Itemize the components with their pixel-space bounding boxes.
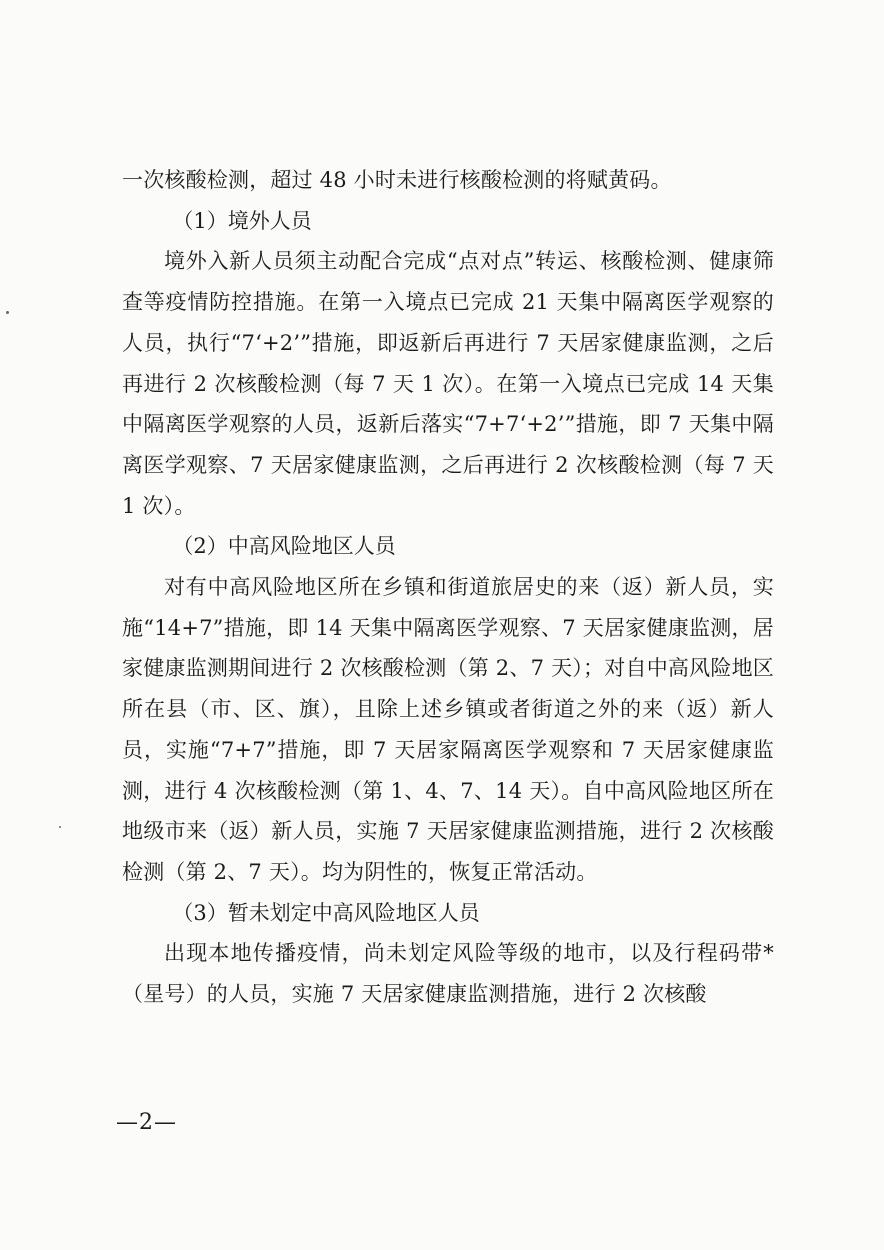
paragraph-continuation: 一次核酸检测，超过 48 小时未进行核酸检测的将赋黄码。 — [122, 168, 672, 192]
paragraph-overseas-measures: 境外入新人员须主动配合完成“点对点”转运、核酸检测、健康筛查等疫情防控措施。在第一入境点已完成 21 天集中隔离医学观察的人员，执行“7‘+2’”措施，即返新后再进行 7 天居家健康监测，之后再进行 2 次核酸检测（每 7 天 1 次）。在第一入境点已完成 14 天集中隔离医学观察的人员，返新后落实“7+7‘+2’”措施，即 7 天集中隔离医学观察、7 天居家健康监测，之后再进行 2 次核酸检测（每 7 天 1 次）。 — [122, 249, 774, 518]
paragraph-undesignated-measures: 出现本地传播疫情，尚未划定风险等级的地市，以及行程码带*（星号）的人员，实施 7 天居家健康监测措施，进行 2 次核酸 — [122, 941, 774, 1007]
scan-speck — [59, 826, 61, 828]
page-number: —2— — [116, 1110, 177, 1135]
section-heading-high-risk: （2）中高风险地区人员 — [172, 534, 396, 559]
section-heading-overseas: （1）境外人员 — [172, 208, 312, 233]
scan-speck — [6, 311, 9, 314]
document-body — [122, 160, 774, 1015]
section-heading-undesignated: （3）暂未划定中高风险地区人员 — [172, 900, 480, 925]
paragraph-high-risk-measures: 对有中高风险地区所在乡镇和街道旅居史的来（返）新人员，实施“14+7”措施，即 14 天集中隔离医学观察、7 天居家健康监测，居家健康监测期间进行 2 次核酸检测（第 2、7 天）；对自中高风险地区所在县（市、区、旗），且除上述乡镇或者街道之外的来（返）新人员，实施“7+7”措施，即 7 天居家隔离医学观察和 7 天居家健康监测，进行 4 次核酸检测（第 1、4、7、14 天）。自中高风险地区所在地级市来（返）新人员，实施 7 天居家健康监测措施，进行 2 次核酸检测（第 2、7 天）。均为阴性的，恢复正常活动。 — [122, 575, 774, 884]
